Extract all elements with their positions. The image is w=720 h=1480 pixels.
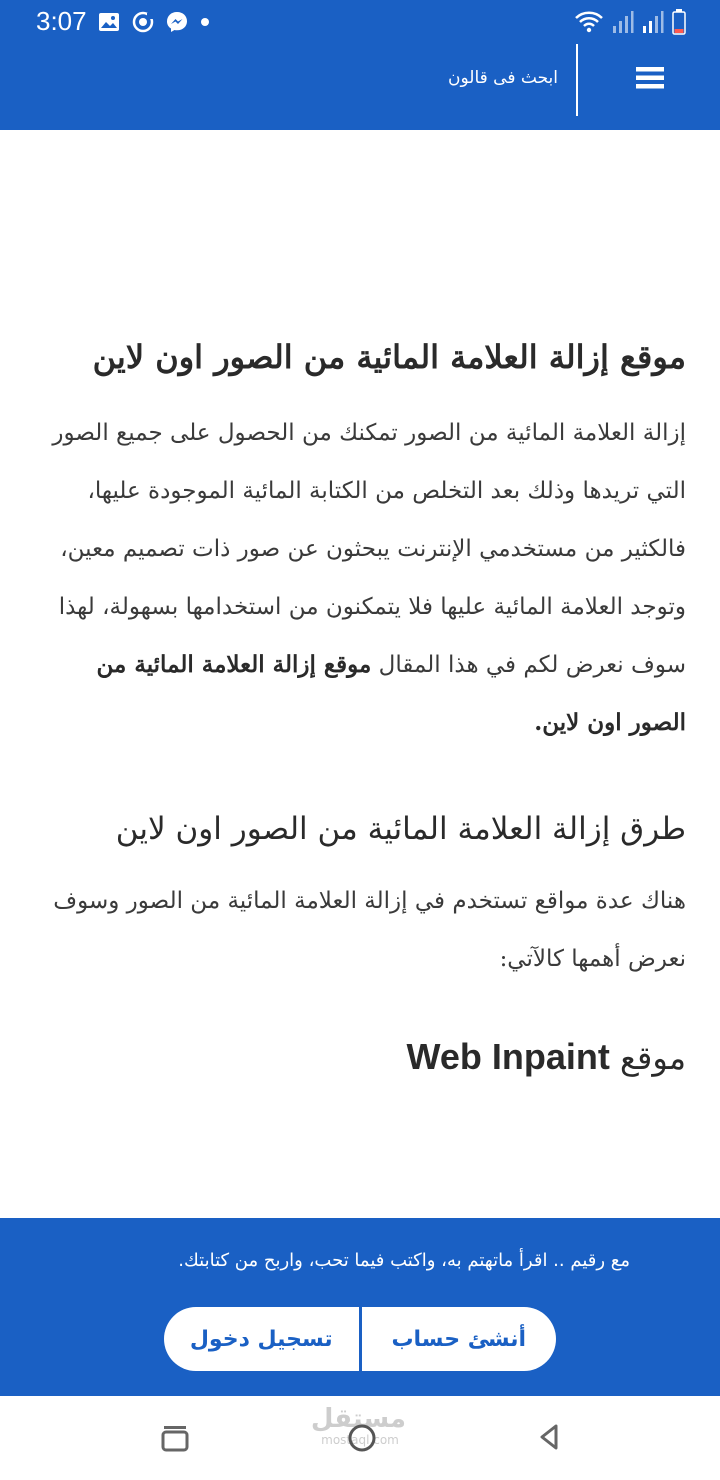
subsection-prefix: موقع [620,1039,686,1077]
dot-icon [200,17,210,27]
top-bar [0,0,720,130]
back-button[interactable] [536,1422,562,1456]
section-text: هناك عدة مواقع تستخدم في إزالة العلامة المائية من الصور وسوف نعرض أهمها كالآتي: [53,888,686,972]
section-title: طرق إزالة العلامة المائية من الصور اون لاين [115,811,686,847]
login-button[interactable]: تسجيل دخول [189,1326,333,1352]
battery-icon [672,9,686,35]
create-account-button[interactable]: أنشئ حساب [391,1326,527,1352]
navigation-bar [0,1396,720,1480]
article-intro-text: إزالة العلامة المائية من الصور تمكنك من الحصول على جميع الصور التي تريدها وذلك بعد التخلص من الكتابة المائية الموجودة عليها، فالكثير من مستخدمي الإنترنت يبحثون عن صور ذات تصميم معين، وتوجد العلامة المائية عليها فلا يتمكنون من استخدامها بسهولة، لهذا سوف نعرض لكم في هذا المقال [52,420,686,678]
article-intro [40,404,686,752]
search-link[interactable]: ابحث فى قالون [448,68,558,88]
status-time: 3:07 [36,6,87,36]
article-title: موقع إزالة العلامة المائية من الصور اون لاين [92,338,686,376]
status-icons-right [574,8,686,36]
subsection-name: Web Inpaint [406,1036,610,1077]
hamburger-menu-icon [635,65,665,91]
watermark-arabic: مستقل [310,1404,406,1434]
signup-banner [0,1218,720,1396]
app-bar-divider [576,44,578,116]
banner-text: مع رقيم .. اقرأ ماتهتم به، واكتب فيما تحب، واربح من كتابتك. [178,1250,630,1271]
app-bar [0,44,720,130]
recents-icon [160,1424,190,1452]
sync-icon [132,11,154,33]
banner-buttons [164,1307,556,1371]
status-icons-left [98,10,210,34]
signal-icon [642,10,664,34]
subsection-title [40,1022,686,1093]
gallery-icon [98,12,120,32]
back-icon [536,1422,562,1452]
wifi-icon [574,10,604,34]
watermark-latin: mostaql.com [321,1433,399,1447]
status-bar [0,0,720,44]
signal-icon [612,10,634,34]
home-button[interactable] [346,1422,378,1458]
article [40,318,686,1093]
messenger-icon [166,11,188,33]
article-intro-bold: موقع إزالة العلامة المائية من الصور اون لاين. [96,651,686,736]
menu-button[interactable] [622,58,678,98]
recents-button[interactable] [160,1424,190,1456]
home-icon [346,1422,378,1454]
